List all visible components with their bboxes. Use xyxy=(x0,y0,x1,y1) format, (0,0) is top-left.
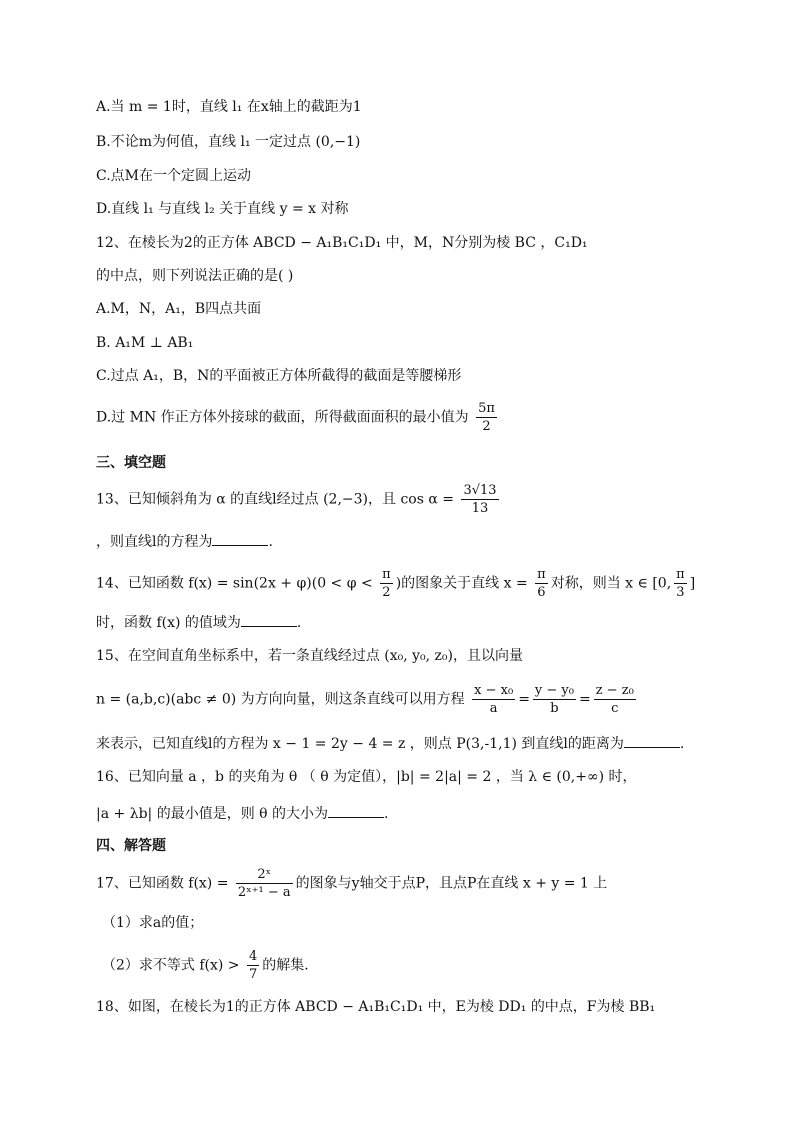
question-13-cont: ，则直线l的方程为 . xyxy=(96,531,273,552)
answer-blank xyxy=(624,733,680,748)
option-12a: A.M，N，A₁，B四点共面 xyxy=(96,301,262,317)
question-14-cont: 时，函数 f(x) 的值域为 . xyxy=(96,612,301,633)
fraction-numerator: z − z₀ xyxy=(595,683,634,698)
question-14-fraction-1 xyxy=(380,568,393,599)
question-15: 15、在空间直角坐标系中，若一条直线经过点 (x₀, y₀, z₀)，且以向量 xyxy=(96,648,524,664)
question-15-cont-text: n = (a,b,c)(abc ≠ 0) 为方向向量，则这条直线可以用方程 xyxy=(96,691,465,708)
question-14-text-d: ] xyxy=(689,575,696,592)
question-14-cont-text: 时，函数 f(x) 的值域为 xyxy=(96,615,241,631)
question-15-cont: n = (a,b,c)(abc ≠ 0) 为方向向量，则这条直线可以用方程 $\frac{\text{x − x₀}}{a}$ = $\frac{\text{y − y₀}}{b}$ = $\frac{\text{z − z₀}}{c}$ xyxy=(96,683,634,716)
fraction-denominator: c xyxy=(611,701,619,716)
question-15-cont2-text: 来表示，已知直线l的方程为 x − 1 = 2y − 4 = z ，则点 P(3,-1,1) 到直线l的距离为 xyxy=(96,736,624,752)
fraction-numerator: 2ˣ xyxy=(236,868,293,884)
question-15-fraction-1 xyxy=(472,684,515,715)
question-13 xyxy=(96,484,502,515)
fraction-denominator: 13 xyxy=(471,501,489,516)
question-16-cont: |a + λb| 的最小值是，则 θ 的大小为 . xyxy=(96,803,388,824)
fraction-denominator: 7 xyxy=(249,967,258,982)
question-17-part-2 xyxy=(102,950,309,981)
fraction-denominator: 2 xyxy=(482,419,491,434)
question-13-cont-text: ，则直线l的方程为 xyxy=(96,534,213,550)
fraction-denominator: 6 xyxy=(537,585,546,600)
question-14-text-c: 对称，则当 x ∈ [0, xyxy=(550,575,672,592)
fraction-numerator: π xyxy=(676,567,685,582)
question-14-text-b: )的图象关于直线 x = xyxy=(395,575,528,592)
fraction-denominator: b xyxy=(550,701,559,716)
question-15-cont2: 来表示，已知直线l的方程为 x − 1 = 2y − 4 = z ，则点 P(3,-1,1) 到直线l的距离为 . xyxy=(96,733,684,754)
option-11c: C.点M在一个定圆上运动 xyxy=(96,168,251,184)
answer-blank xyxy=(212,531,268,546)
question-13-text: 13、已知倾斜角为 α 的直线l经过点 (2,−3)，且 cos α = xyxy=(96,491,455,508)
question-17-part-2-text-a: （2）求不等式 f(x) > xyxy=(102,957,240,974)
fraction-numerator: 3√13 xyxy=(463,483,497,498)
option-12d-text: D.过 MN 作正方体外接球的截面，所得截面面积的最小值为 xyxy=(96,409,469,426)
section-heading-solutions: 四、解答题 xyxy=(96,838,166,854)
option-12b: B. A₁M ⊥ AB₁ xyxy=(96,335,194,351)
option-12d xyxy=(96,402,500,433)
question-17-fraction xyxy=(236,868,293,899)
option-11a: A.当 m = 1时，直线 l₁ 在x轴上的截距为1 xyxy=(96,99,362,115)
question-14-text-a: 14、已知函数 f(x) = sin(2x + φ)(0 < φ < xyxy=(96,575,373,592)
option-12d-fraction xyxy=(476,402,497,433)
question-14 xyxy=(96,568,695,599)
fraction-denominator: 3 xyxy=(676,585,685,600)
question-14-fraction-2 xyxy=(535,568,548,599)
fraction-numerator: 5π xyxy=(478,401,495,416)
fraction-numerator: x − x₀ xyxy=(474,683,514,698)
fraction-denominator: 2ˣ⁺¹ − a xyxy=(237,885,291,900)
option-12c: C.过点 A₁，B，N的平面被正方体所截得的截面是等腰梯形 xyxy=(96,368,462,384)
fraction-numerator: 4 xyxy=(249,949,258,964)
question-15-fraction-3 xyxy=(594,684,636,715)
question-12-cont: 的中点，则下列说法正确的是( ) xyxy=(96,268,294,284)
fraction-denominator: a xyxy=(489,701,498,716)
question-17-part-2-fraction xyxy=(247,950,259,981)
question-15-fraction-2 xyxy=(533,684,576,715)
question-16-cont-text: |a + λb| 的最小值是，则 θ 的大小为 xyxy=(96,806,329,822)
question-12: 12、在棱长为2的正方体 ABCD − A₁B₁C₁D₁ 中，M，N分别为棱 BC ，C₁D₁ xyxy=(96,235,588,251)
section-heading-fill-in: 三、填空题 xyxy=(96,455,166,471)
question-17-text-b: 的图象与y轴交于点P，且点P在直线 x + y = 1 上 xyxy=(295,875,608,892)
fraction-numerator: y − y₀ xyxy=(534,683,574,698)
question-17-part-1: （1）求a的值； xyxy=(102,915,204,931)
question-17-text-a: 17、已知函数 f(x) = xyxy=(96,875,229,892)
question-14-fraction-3 xyxy=(674,568,687,599)
answer-blank xyxy=(328,803,384,818)
fraction-numerator: π xyxy=(382,567,391,582)
fraction-numerator: π xyxy=(537,567,546,582)
question-18: 18、如图，在棱长为1的正方体 ABCD − A₁B₁C₁D₁ 中，E为棱 DD₁ 的中点，F为棱 BB₁ xyxy=(96,999,656,1015)
option-11d: D.直线 l₁ 与直线 l₂ 关于直线 y = x 对称 xyxy=(96,201,349,217)
option-11b: B.不论m为何值，直线 l₁ 一定过点 (0,−1) xyxy=(96,134,361,150)
question-16: 16、已知向量 a ，b 的夹角为 θ （ θ 为定值），|b| = 2|a| = 2 ，当 λ ∈ (0,+∞) 时， xyxy=(96,769,637,785)
question-17-part-2-text-b: 的解集. xyxy=(262,957,309,974)
fraction-denominator: 2 xyxy=(382,585,391,600)
question-13-fraction xyxy=(461,484,498,515)
question-17 xyxy=(96,868,607,899)
answer-blank xyxy=(241,612,297,627)
